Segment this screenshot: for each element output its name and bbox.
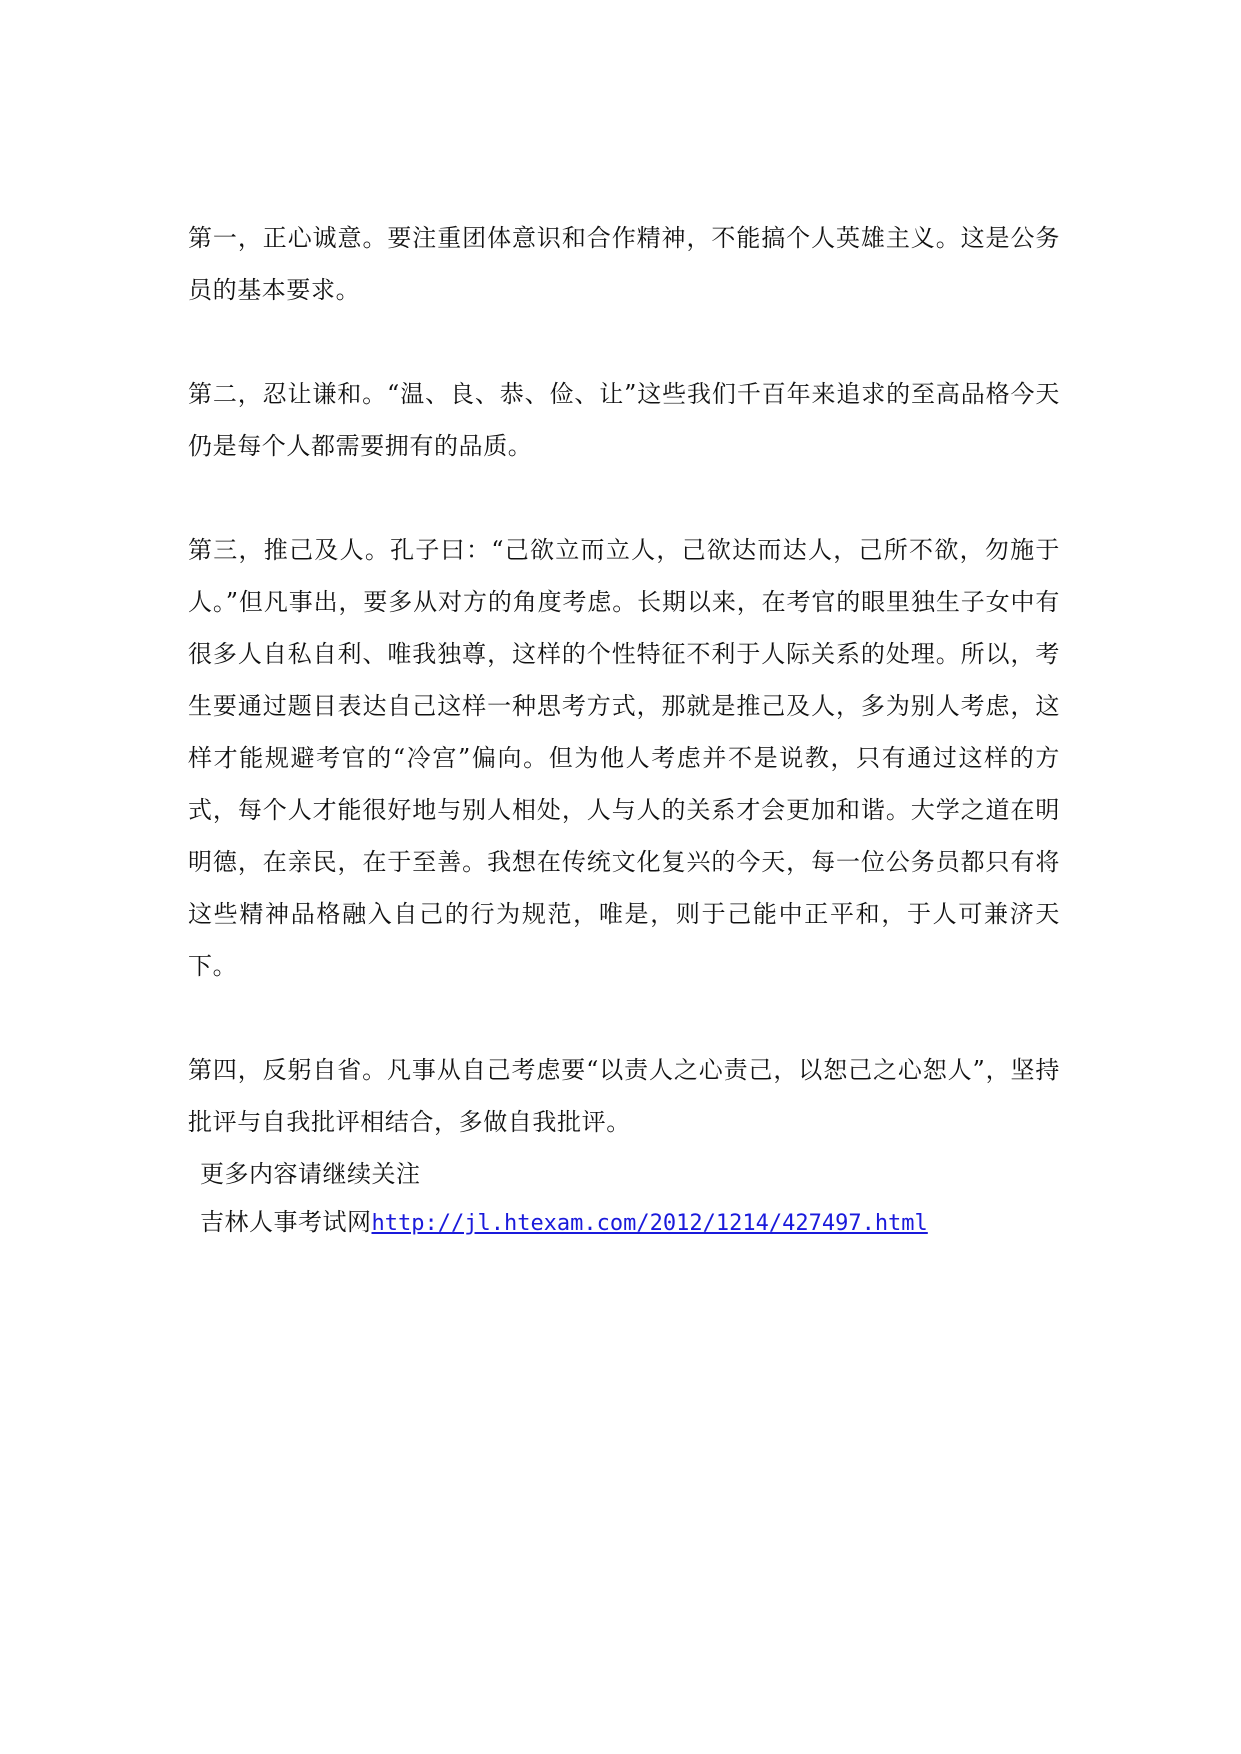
source-label: 吉林人事考试网 [200,1208,372,1236]
paragraph-2: 第二，忍让谦和。“温、良、恭、俭、让”这些我们千百年来追求的至高品格今天仍是每个人都需要拥有的品质。 [188,380,1060,460]
paragraph-4: 第四，反躬自省。凡事从自己考虑要“以责人之心责己，以恕己之心恕人”，坚持批评与自我批评相结合，多做自我批评。 [188,1056,1060,1136]
follow-note: 更多内容请继续关注 [200,1160,421,1188]
paragraph-3: 第三，推己及人。孔子曰：“己欲立而立人，己欲达而达人，己所不欲，勿施于人。”但凡事出，要多从对方的角度考虑。长期以来，在考官的眼里独生子女中有很多人自私自利、唯我独尊，这样的个性特征不利于人际关系的处理。所以，考生要通过题目表达自己这样一种思考方式，那就是推己及人，多为别人考虑，这样才能规避考官的“冷宫”偏向。但为他人考虑并不是说教，只有通过这样的方式，每个人才能很好地与别人相处，人与人的关系才会更加和谐。大学之道在明明德，在亲民，在于至善。我想在传统文化复兴的今天，每一位公务员都只有将这些精神品格融入自己的行为规范，唯是，则于己能中正平和，于人可兼济天下。 [188,536,1060,980]
paragraph-1: 第一，正心诚意。要注重团体意识和合作精神，不能搞个人英雄主义。这是公务员的基本要求。 [188,224,1060,304]
footer-notes [188,1150,1060,1248]
document-body [188,212,1060,1248]
source-line [200,1198,1060,1248]
source-link[interactable]: http://jl.htexam.com/2012/1214/427497.html [371,1211,928,1236]
